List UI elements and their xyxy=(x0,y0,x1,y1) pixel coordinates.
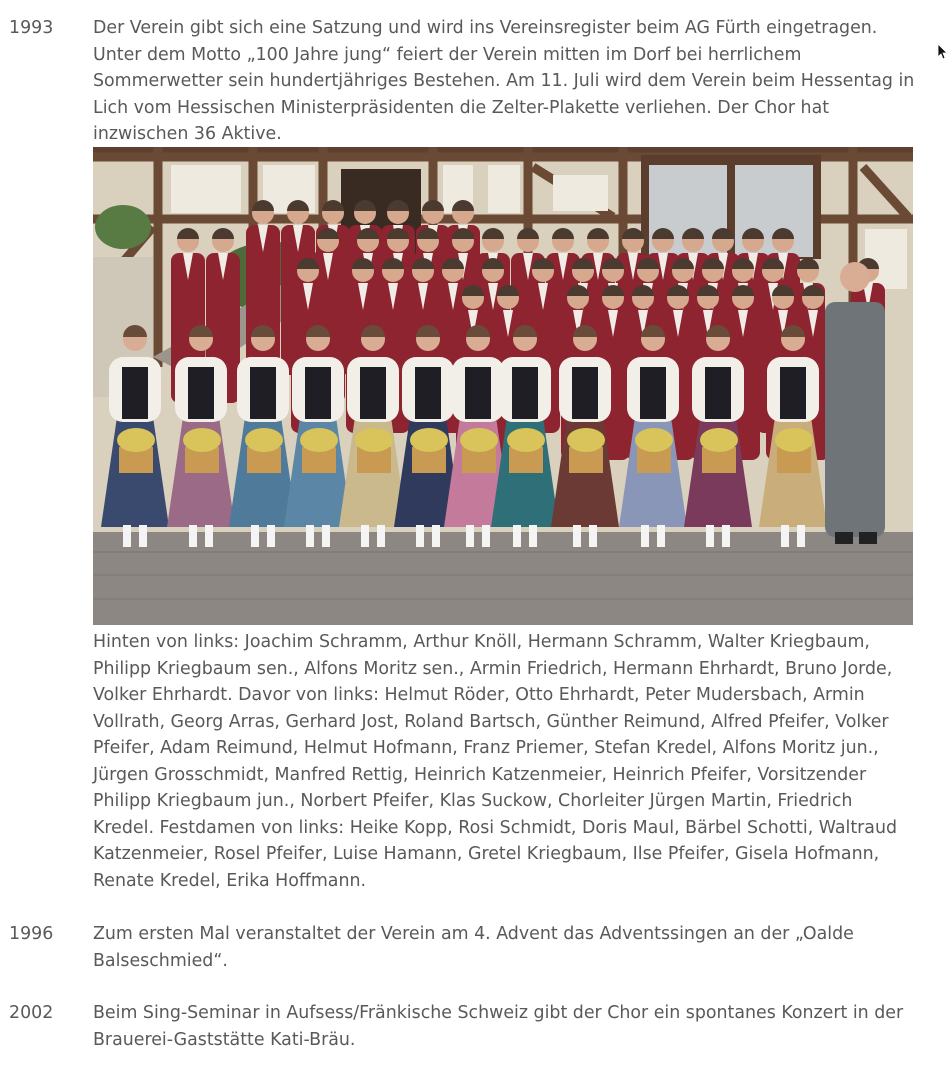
entry-text: Zum ersten Mal veranstaltet der Verein am 4. Advent das Adventssingen an der „Oalde Balseschmied“. xyxy=(93,924,854,971)
photo-illustration xyxy=(93,147,913,625)
festival-ladies xyxy=(101,325,827,547)
entry-text: Beim Sing-Seminar in Aufsess/Fränkische Schweiz gibt der Chor ein spontanes Konzert in der Brauerei-Gaststätte Kati-Bräu. xyxy=(93,1003,904,1050)
choir-group-photo xyxy=(93,147,913,625)
photo-caption: Hinten von links: Joachim Schramm, Arthur Knöll, Hermann Schramm, Walter Kriegbaum, Philipp Kriegbaum sen., Alfons Moritz sen., Armin Friedrich, Hermann Ehrhardt, Bruno Jorde, Volker Ehrhardt. Davor von links: Helmut Röder, Otto Ehrhardt, Peter Mudersbach, Armin Vollrath, Georg Arras, Gerhard Jost, Roland Bartsch, Günther Reimund, Alfred Pfeifer, Volker Pfeifer, Adam Reimund, Helmut Hofmann, Franz Priemer, Stefan Kredel, Alfons Moritz jun., Jürgen Grosschmidt, Manfred Rettig, Heinrich Katzenmeier, Heinrich Pfeifer, Vorsitzender Philipp Kriegbaum jun., Norbert Pfeifer, Klas Suckow, Chorleiter Jürgen Martin, Friedrich Kredel. Festdamen von links: Heike Kopp, Rosi Schmidt, Doris Maul, Bärbel Schotti, Waltraud Katzenmeier, Rosel Pfeifer, Luise Hamann, Gretel Kriegbaum, Ilse Pfeifer, Gisela Hofmann, Renate Kredel, Erika Hoffmann. xyxy=(93,632,898,891)
entry-text: Der Verein gibt sich eine Satzung und wird ins Vereinsregister beim AG Fürth eingetragen. Unter dem Motto „100 Jahre jung“ feiert der Verein mitten im Dorf bei herrlichem Sommerwetter sein hundertjähriges Bestehen. Am 11. Juli wird dem Verein beim Hessentag in Lich vom Hessischen Ministerpräsidenten die Zelter-Plakette verliehen. Der Chor hat inzwischen 36 Aktive. xyxy=(93,18,915,144)
man-gray-suit xyxy=(825,262,885,544)
year-label: 2002 xyxy=(9,1003,54,1023)
year-label: 1993 xyxy=(9,18,54,38)
cobblestone-ground xyxy=(93,532,913,625)
year-label: 1996 xyxy=(9,924,54,944)
mouse-cursor-icon xyxy=(938,44,947,60)
